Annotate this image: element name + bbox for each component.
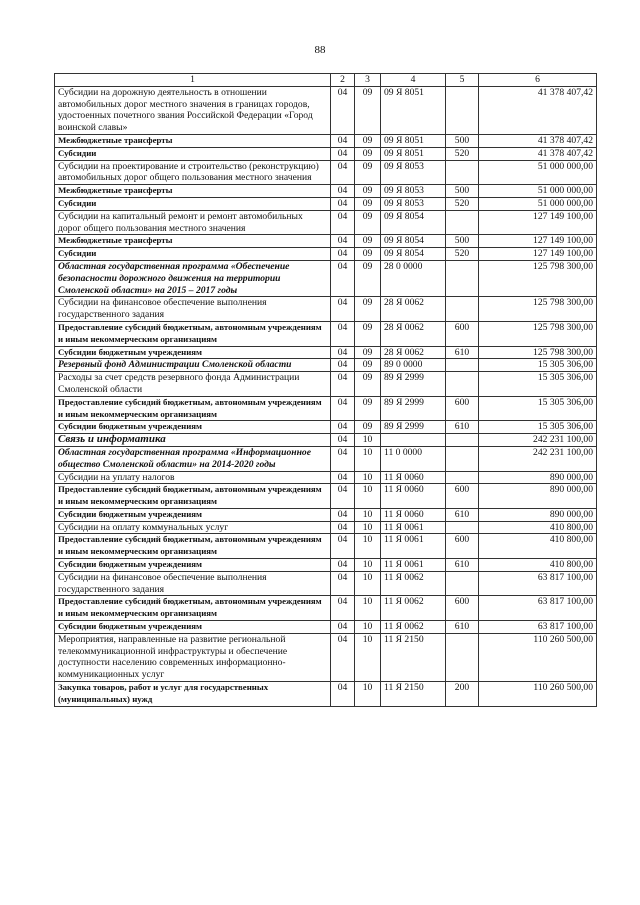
item-name-cell: Резервный фонд Администрации Смоленской области bbox=[55, 359, 331, 372]
item-name-cell: Субсидии бюджетным учреждениям bbox=[55, 346, 331, 359]
amount-cell: 125 798 300,00 bbox=[479, 260, 597, 296]
expense-type-code-cell: 500 bbox=[446, 235, 479, 248]
expense-type-code-cell: 600 bbox=[446, 534, 479, 559]
expense-type-code-cell: 600 bbox=[446, 484, 479, 509]
expense-type-code-cell bbox=[446, 434, 479, 447]
table-row bbox=[55, 86, 597, 134]
amount-cell: 890 000,00 bbox=[479, 508, 597, 521]
page-number: 88 bbox=[314, 44, 326, 56]
target-article-code-cell: 11 Я 0060 bbox=[381, 484, 446, 509]
expense-type-code-cell: 520 bbox=[446, 147, 479, 160]
table-row bbox=[55, 446, 597, 471]
table-row bbox=[55, 134, 597, 147]
expense-type-code-cell bbox=[446, 571, 479, 596]
section-code-cell: 04 bbox=[331, 197, 355, 210]
section-code-cell: 04 bbox=[331, 396, 355, 421]
item-name-cell: Субсидии bbox=[55, 197, 331, 210]
item-name-cell: Субсидии bbox=[55, 147, 331, 160]
target-article-code-cell: 09 Я 8054 bbox=[381, 248, 446, 261]
expense-type-code-cell: 520 bbox=[446, 197, 479, 210]
header-col-5: 5 bbox=[446, 74, 479, 87]
section-code-cell: 04 bbox=[331, 559, 355, 572]
amount-cell: 890 000,00 bbox=[479, 471, 597, 484]
item-name-cell: Связь и информатика bbox=[55, 434, 331, 447]
target-article-code-cell: 11 Я 0062 bbox=[381, 621, 446, 634]
target-article-code-cell: 09 Я 8051 bbox=[381, 134, 446, 147]
table-row bbox=[55, 508, 597, 521]
section-code-cell: 04 bbox=[331, 134, 355, 147]
amount-cell: 15 305 306,00 bbox=[479, 421, 597, 434]
subsection-code-cell: 10 bbox=[355, 521, 381, 534]
expense-type-code-cell: 600 bbox=[446, 321, 479, 346]
section-code-cell: 04 bbox=[331, 633, 355, 681]
item-name-cell: Предоставление субсидий бюджетным, автономным учреждениям и иным некоммерческим организациям bbox=[55, 534, 331, 559]
table-row bbox=[55, 260, 597, 296]
target-article-code-cell: 09 Я 8054 bbox=[381, 235, 446, 248]
expense-type-code-cell bbox=[446, 210, 479, 235]
amount-cell: 125 798 300,00 bbox=[479, 297, 597, 322]
section-code-cell: 04 bbox=[331, 421, 355, 434]
table-row bbox=[55, 421, 597, 434]
table-row bbox=[55, 147, 597, 160]
section-code-cell: 04 bbox=[331, 682, 355, 707]
subsection-code-cell: 10 bbox=[355, 682, 381, 707]
expense-type-code-cell: 200 bbox=[446, 682, 479, 707]
item-name-cell: Субсидии бюджетным учреждениям bbox=[55, 559, 331, 572]
amount-cell: 51 000 000,00 bbox=[479, 197, 597, 210]
target-article-code-cell: 09 Я 8051 bbox=[381, 86, 446, 134]
item-name-cell: Субсидии бюджетным учреждениям bbox=[55, 508, 331, 521]
expense-type-code-cell: 610 bbox=[446, 421, 479, 434]
table-row bbox=[55, 346, 597, 359]
target-article-code-cell: 28 Я 0062 bbox=[381, 321, 446, 346]
header-col-4: 4 bbox=[381, 74, 446, 87]
target-article-code-cell: 09 Я 8053 bbox=[381, 185, 446, 198]
section-code-cell: 04 bbox=[331, 160, 355, 185]
section-code-cell: 04 bbox=[331, 434, 355, 447]
table-row bbox=[55, 396, 597, 421]
expense-type-code-cell bbox=[446, 297, 479, 322]
amount-cell: 110 260 500,00 bbox=[479, 682, 597, 707]
table-row bbox=[55, 571, 597, 596]
item-name-cell: Предоставление субсидий бюджетным, автономным учреждениям и иным некоммерческим организациям bbox=[55, 596, 331, 621]
subsection-code-cell: 09 bbox=[355, 346, 381, 359]
section-code-cell: 04 bbox=[331, 372, 355, 397]
expense-type-code-cell bbox=[446, 372, 479, 397]
item-name-cell: Субсидии на оплату коммунальных услуг bbox=[55, 521, 331, 534]
amount-cell: 15 305 306,00 bbox=[479, 359, 597, 372]
section-code-cell: 04 bbox=[331, 260, 355, 296]
amount-cell: 51 000 000,00 bbox=[479, 185, 597, 198]
subsection-code-cell: 10 bbox=[355, 446, 381, 471]
subsection-code-cell: 09 bbox=[355, 372, 381, 397]
item-name-cell: Межбюджетные трансферты bbox=[55, 235, 331, 248]
table-row bbox=[55, 633, 597, 681]
item-name-cell: Межбюджетные трансферты bbox=[55, 185, 331, 198]
expense-type-code-cell: 610 bbox=[446, 508, 479, 521]
amount-cell: 890 000,00 bbox=[479, 484, 597, 509]
amount-cell: 51 000 000,00 bbox=[479, 160, 597, 185]
target-article-code-cell: 11 Я 2150 bbox=[381, 682, 446, 707]
expense-type-code-cell bbox=[446, 86, 479, 134]
target-article-code-cell: 89 Я 2999 bbox=[381, 372, 446, 397]
item-name-cell: Предоставление субсидий бюджетным, автономным учреждениям и иным некоммерческим организациям bbox=[55, 484, 331, 509]
target-article-code-cell: 11 Я 0061 bbox=[381, 521, 446, 534]
subsection-code-cell: 10 bbox=[355, 471, 381, 484]
section-code-cell: 04 bbox=[331, 521, 355, 534]
amount-cell: 15 305 306,00 bbox=[479, 372, 597, 397]
subsection-code-cell: 10 bbox=[355, 559, 381, 572]
expense-type-code-cell bbox=[446, 633, 479, 681]
item-name-cell: Субсидии бюджетным учреждениям bbox=[55, 421, 331, 434]
item-name-cell: Предоставление субсидий бюджетным, автономным учреждениям и иным некоммерческим организациям bbox=[55, 321, 331, 346]
table-row bbox=[55, 434, 597, 447]
item-name-cell: Предоставление субсидий бюджетным, автономным учреждениям и иным некоммерческим организациям bbox=[55, 396, 331, 421]
expense-type-code-cell: 610 bbox=[446, 559, 479, 572]
target-article-code-cell: 28 Я 0062 bbox=[381, 346, 446, 359]
table-row bbox=[55, 160, 597, 185]
item-name-cell: Областная государственная программа «Информационное общество Смоленской области» на 2014-2020 годы bbox=[55, 446, 331, 471]
section-code-cell: 04 bbox=[331, 235, 355, 248]
table-row bbox=[55, 521, 597, 534]
subsection-code-cell: 10 bbox=[355, 621, 381, 634]
target-article-code-cell: 09 Я 8053 bbox=[381, 197, 446, 210]
target-article-code-cell: 89 Я 2999 bbox=[381, 421, 446, 434]
expense-type-code-cell bbox=[446, 521, 479, 534]
table-row bbox=[55, 534, 597, 559]
section-code-cell: 04 bbox=[331, 359, 355, 372]
table-row bbox=[55, 484, 597, 509]
amount-cell: 41 378 407,42 bbox=[479, 134, 597, 147]
table-body bbox=[55, 86, 597, 706]
subsection-code-cell: 09 bbox=[355, 197, 381, 210]
expense-type-code-cell bbox=[446, 359, 479, 372]
section-code-cell: 04 bbox=[331, 321, 355, 346]
target-article-code-cell: 11 0 0000 bbox=[381, 446, 446, 471]
section-code-cell: 04 bbox=[331, 210, 355, 235]
subsection-code-cell: 09 bbox=[355, 185, 381, 198]
amount-cell: 127 149 100,00 bbox=[479, 210, 597, 235]
target-article-code-cell: 09 Я 8051 bbox=[381, 147, 446, 160]
header-col-6: 6 bbox=[479, 74, 597, 87]
section-code-cell: 04 bbox=[331, 571, 355, 596]
item-name-cell: Субсидии бюджетным учреждениям bbox=[55, 621, 331, 634]
amount-cell: 410 800,00 bbox=[479, 521, 597, 534]
amount-cell: 63 817 100,00 bbox=[479, 621, 597, 634]
target-article-code-cell: 09 Я 8053 bbox=[381, 160, 446, 185]
target-article-code-cell: 11 Я 0062 bbox=[381, 596, 446, 621]
subsection-code-cell: 09 bbox=[355, 321, 381, 346]
expense-type-code-cell: 500 bbox=[446, 185, 479, 198]
table-row bbox=[55, 248, 597, 261]
amount-cell: 410 800,00 bbox=[479, 559, 597, 572]
subsection-code-cell: 09 bbox=[355, 421, 381, 434]
target-article-code-cell: 11 Я 2150 bbox=[381, 633, 446, 681]
table-row bbox=[55, 235, 597, 248]
subsection-code-cell: 09 bbox=[355, 147, 381, 160]
item-name-cell: Мероприятия, направленные на развитие региональной телекоммуникационной инфраструктуры и обеспечение доступности населению современных информационно-коммуникационных услуг bbox=[55, 633, 331, 681]
item-name-cell: Субсидии bbox=[55, 248, 331, 261]
table-row bbox=[55, 321, 597, 346]
section-code-cell: 04 bbox=[331, 596, 355, 621]
target-article-code-cell bbox=[381, 434, 446, 447]
subsection-code-cell: 09 bbox=[355, 86, 381, 134]
subsection-code-cell: 09 bbox=[355, 260, 381, 296]
expense-type-code-cell: 610 bbox=[446, 346, 479, 359]
subsection-code-cell: 10 bbox=[355, 534, 381, 559]
table-row bbox=[55, 359, 597, 372]
subsection-code-cell: 09 bbox=[355, 160, 381, 185]
section-code-cell: 04 bbox=[331, 185, 355, 198]
amount-cell: 110 260 500,00 bbox=[479, 633, 597, 681]
subsection-code-cell: 09 bbox=[355, 359, 381, 372]
table-row bbox=[55, 297, 597, 322]
item-name-cell: Субсидии на проектирование и строительство (реконструкцию) автомобильных дорог общего пользования местного значения bbox=[55, 160, 331, 185]
table-row bbox=[55, 185, 597, 198]
item-name-cell: Областная государственная программа «Обеспечение безопасности дорожного движения на территории Смоленской области» на 2015 – 2017 годы bbox=[55, 260, 331, 296]
subsection-code-cell: 10 bbox=[355, 508, 381, 521]
item-name-cell: Расходы за счет средств резервного фонда Администрации Смоленской области bbox=[55, 372, 331, 397]
expense-type-code-cell bbox=[446, 446, 479, 471]
header-col-1: 1 bbox=[55, 74, 331, 87]
table-row bbox=[55, 372, 597, 397]
amount-cell: 15 305 306,00 bbox=[479, 396, 597, 421]
amount-cell: 127 149 100,00 bbox=[479, 235, 597, 248]
section-code-cell: 04 bbox=[331, 86, 355, 134]
expense-type-code-cell bbox=[446, 260, 479, 296]
budget-table bbox=[54, 73, 597, 707]
table-row bbox=[55, 471, 597, 484]
table-row bbox=[55, 621, 597, 634]
subsection-code-cell: 09 bbox=[355, 396, 381, 421]
amount-cell: 41 378 407,42 bbox=[479, 147, 597, 160]
amount-cell: 127 149 100,00 bbox=[479, 248, 597, 261]
section-code-cell: 04 bbox=[331, 621, 355, 634]
subsection-code-cell: 10 bbox=[355, 484, 381, 509]
section-code-cell: 04 bbox=[331, 297, 355, 322]
amount-cell: 242 231 100,00 bbox=[479, 434, 597, 447]
header-col-2: 2 bbox=[331, 74, 355, 87]
expense-type-code-cell bbox=[446, 160, 479, 185]
item-name-cell: Субсидии на финансовое обеспечение выполнения государственного задания bbox=[55, 571, 331, 596]
amount-cell: 125 798 300,00 bbox=[479, 321, 597, 346]
target-article-code-cell: 11 Я 0060 bbox=[381, 508, 446, 521]
subsection-code-cell: 09 bbox=[355, 134, 381, 147]
section-code-cell: 04 bbox=[331, 147, 355, 160]
section-code-cell: 04 bbox=[331, 534, 355, 559]
amount-cell: 410 800,00 bbox=[479, 534, 597, 559]
expense-type-code-cell: 600 bbox=[446, 596, 479, 621]
section-code-cell: 04 bbox=[331, 471, 355, 484]
subsection-code-cell: 09 bbox=[355, 297, 381, 322]
amount-cell: 63 817 100,00 bbox=[479, 596, 597, 621]
section-code-cell: 04 bbox=[331, 346, 355, 359]
target-article-code-cell: 28 Я 0062 bbox=[381, 297, 446, 322]
item-name-cell: Субсидии на дорожную деятельность в отношении автомобильных дорог местного значения в границах городов, удостоенных почетного звания Российской Федерации «Город воинской славы» bbox=[55, 86, 331, 134]
subsection-code-cell: 09 bbox=[355, 248, 381, 261]
amount-cell: 63 817 100,00 bbox=[479, 571, 597, 596]
item-name-cell: Межбюджетные трансферты bbox=[55, 134, 331, 147]
header-col-3: 3 bbox=[355, 74, 381, 87]
target-article-code-cell: 11 Я 0061 bbox=[381, 534, 446, 559]
expense-type-code-cell: 520 bbox=[446, 248, 479, 261]
table-row bbox=[55, 559, 597, 572]
target-article-code-cell: 11 Я 0062 bbox=[381, 571, 446, 596]
expense-type-code-cell: 500 bbox=[446, 134, 479, 147]
expense-type-code-cell: 610 bbox=[446, 621, 479, 634]
item-name-cell: Субсидии на капитальный ремонт и ремонт автомобильных дорог общего пользования местного значения bbox=[55, 210, 331, 235]
section-code-cell: 04 bbox=[331, 446, 355, 471]
table-row bbox=[55, 596, 597, 621]
item-name-cell: Закупка товаров, работ и услуг для государственных (муниципальных) нужд bbox=[55, 682, 331, 707]
subsection-code-cell: 10 bbox=[355, 633, 381, 681]
subsection-code-cell: 10 bbox=[355, 596, 381, 621]
item-name-cell: Субсидии на уплату налогов bbox=[55, 471, 331, 484]
target-article-code-cell: 89 0 0000 bbox=[381, 359, 446, 372]
subsection-code-cell: 10 bbox=[355, 571, 381, 596]
target-article-code-cell: 09 Я 8054 bbox=[381, 210, 446, 235]
expense-type-code-cell bbox=[446, 471, 479, 484]
section-code-cell: 04 bbox=[331, 484, 355, 509]
table-row bbox=[55, 210, 597, 235]
section-code-cell: 04 bbox=[331, 508, 355, 521]
subsection-code-cell: 09 bbox=[355, 235, 381, 248]
target-article-code-cell: 28 0 0000 bbox=[381, 260, 446, 296]
subsection-code-cell: 10 bbox=[355, 434, 381, 447]
subsection-code-cell: 09 bbox=[355, 210, 381, 235]
expense-type-code-cell: 600 bbox=[446, 396, 479, 421]
header-row bbox=[55, 74, 597, 87]
amount-cell: 125 798 300,00 bbox=[479, 346, 597, 359]
table-row bbox=[55, 197, 597, 210]
item-name-cell: Субсидии на финансовое обеспечение выполнения государственного задания bbox=[55, 297, 331, 322]
amount-cell: 242 231 100,00 bbox=[479, 446, 597, 471]
target-article-code-cell: 11 Я 0060 bbox=[381, 471, 446, 484]
target-article-code-cell: 11 Я 0061 bbox=[381, 559, 446, 572]
amount-cell: 41 378 407,42 bbox=[479, 86, 597, 134]
section-code-cell: 04 bbox=[331, 248, 355, 261]
table-row bbox=[55, 682, 597, 707]
target-article-code-cell: 89 Я 2999 bbox=[381, 396, 446, 421]
